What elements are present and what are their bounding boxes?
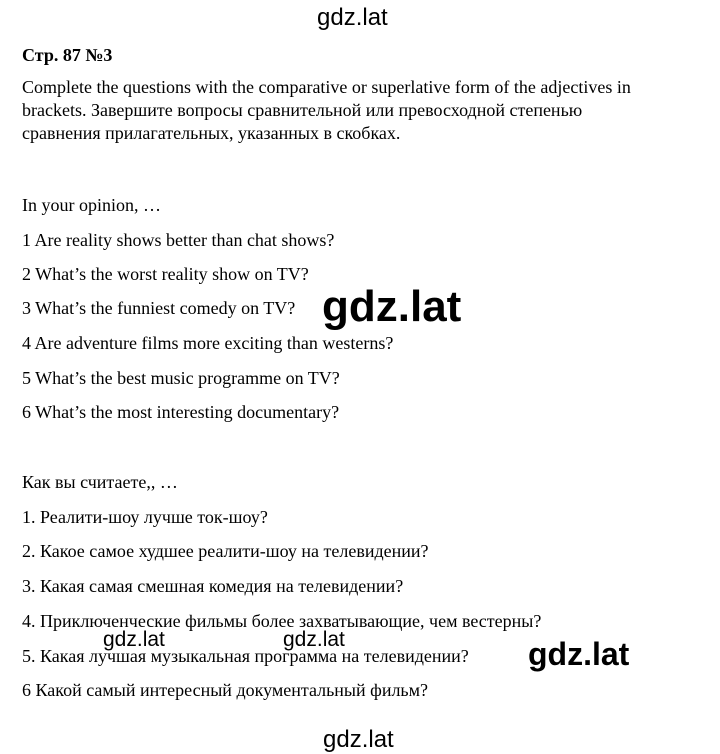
task-instructions: Complete the questions with the comparative or superlative form of the adjectives in brackets. Завершите вопросы сравнительной или превосходной степенью сравнения прилагательных, указанных в скобках. xyxy=(22,77,631,143)
watermark-small-middle: gdz.lat xyxy=(283,628,345,651)
watermark-right: gdz.lat xyxy=(528,636,630,672)
english-question-2: 2 What’s the worst reality show on TV? xyxy=(22,264,309,284)
russian-question-3: 3. Какая самая смешная комедия на телевидении? xyxy=(22,576,404,596)
watermark-center: gdz.lat xyxy=(322,282,462,331)
russian-question-2: 2. Какое самое худшее реалити-шоу на телевидении? xyxy=(22,541,429,561)
page-heading: Стр. 87 №3 xyxy=(22,45,113,65)
english-question-1: 1 Are reality shows better than chat shows? xyxy=(22,230,335,250)
watermark-small-left: gdz.lat xyxy=(103,628,165,651)
english-question-3: 3 What’s the funniest comedy on TV? xyxy=(22,298,296,318)
english-question-4: 4 Are adventure films more exciting than westerns? xyxy=(22,333,394,353)
watermark-top: gdz.lat xyxy=(317,4,388,31)
russian-question-5: 5. Какая лучшая музыкальная программа на телевидении? xyxy=(22,646,469,666)
russian-question-6: 6 Какой самый интересный документальный фильм? xyxy=(22,680,429,700)
russian-intro: Как вы считаете,, … xyxy=(22,472,178,492)
watermark-bottom: gdz.lat xyxy=(323,726,394,753)
russian-question-1: 1. Реалити-шоу лучше ток-шоу? xyxy=(22,507,268,527)
english-question-6: 6 What’s the most interesting documentary? xyxy=(22,402,340,422)
english-intro: In your opinion, … xyxy=(22,195,161,215)
english-question-5: 5 What’s the best music programme on TV? xyxy=(22,368,340,388)
russian-question-4: 4. Приключенческие фильмы более захватывающие, чем вестерны? xyxy=(22,611,542,631)
